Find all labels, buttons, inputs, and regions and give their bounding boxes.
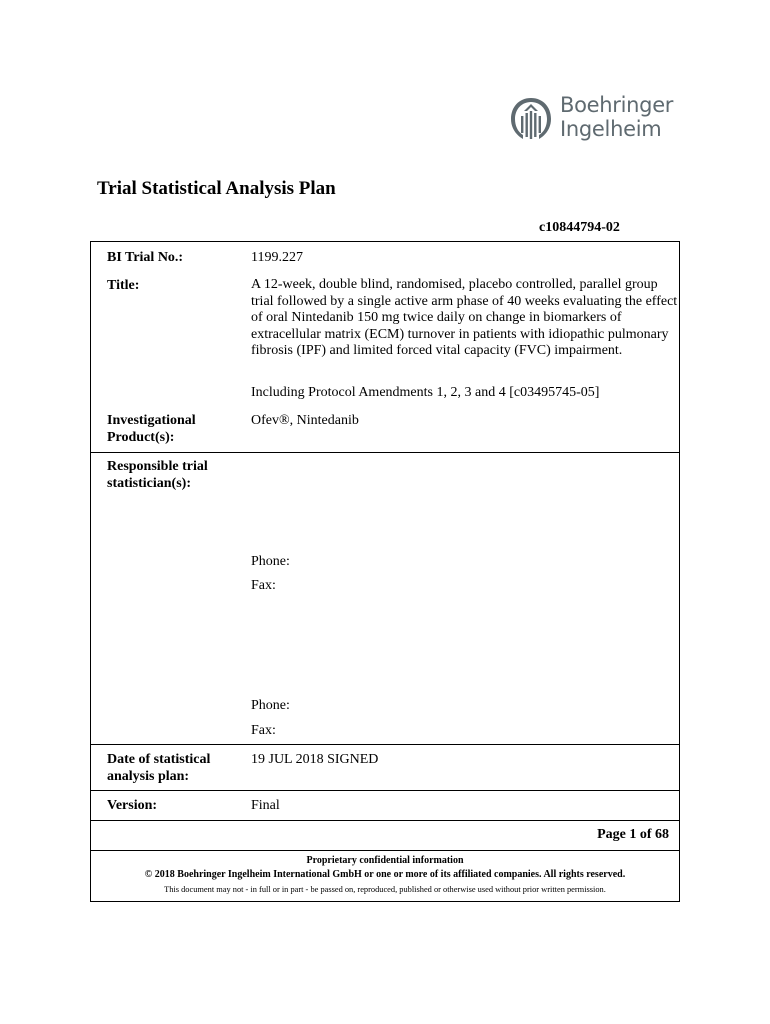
confidential-notice: Proprietary confidential information [306,855,464,866]
usage-notice: This document may not - in full or in part - be passed on, reproduced, published or otherwise used without prior written permission. [164,885,606,894]
version-value: Final [251,798,280,813]
product-value: Ofev®, Nintedanib [251,413,359,428]
title-label: Title: [107,278,140,293]
logo-line-2: Ingelheim [560,117,662,141]
version-label: Version: [107,798,158,813]
date-value: 19 JUL 2018 SIGNED [251,752,379,767]
document-id: c10844794-02 [539,220,620,235]
date-label: Date of statistical analysis plan: [107,752,211,784]
fax-label-1: Fax: [251,578,276,593]
logo-line-1: Boehringer [560,93,674,117]
row-divider [91,744,679,745]
product-label: Investigational Product(s): [107,413,196,445]
title-page-table [90,241,680,902]
row-divider [91,452,679,453]
boehringer-logo-icon [508,94,554,142]
title-amendments: Including Protocol Amendments 1, 2, 3 and 4 [c03495745-05] [251,385,600,400]
fax-label-2: Fax: [251,723,276,738]
row-divider [91,850,679,851]
page-number: Page 1 of 68 [597,827,669,842]
trial-no-label: BI Trial No.: [107,250,184,265]
title-value: A 12-week, double blind, randomised, placebo controlled, parallel group trial followed by a single active arm phase of 40 weeks evaluating the effect of oral Nintedanib 150 mg twice daily on change in biomarkers of extracellular matrix (ECM) turnover in patients with idiopathic pulmonary fibrosis (IPF) and limited forced vital capacity (FVC) impairment. [251,277,678,358]
logo-wordmark [560,93,673,141]
document-title: Trial Statistical Analysis Plan [97,178,336,199]
phone-label-1: Phone: [251,554,290,569]
trial-no-value: 1199.227 [251,250,303,265]
row-divider [91,790,679,791]
phone-label-2: Phone: [251,698,290,713]
copyright-notice: © 2018 Boehringer Ingelheim International GmbH or one or more of its affiliated companies. All rights reserved. [144,869,626,880]
row-divider [91,820,679,821]
statistician-label: Responsible trial statistician(s): [107,459,208,491]
company-logo [508,93,688,147]
